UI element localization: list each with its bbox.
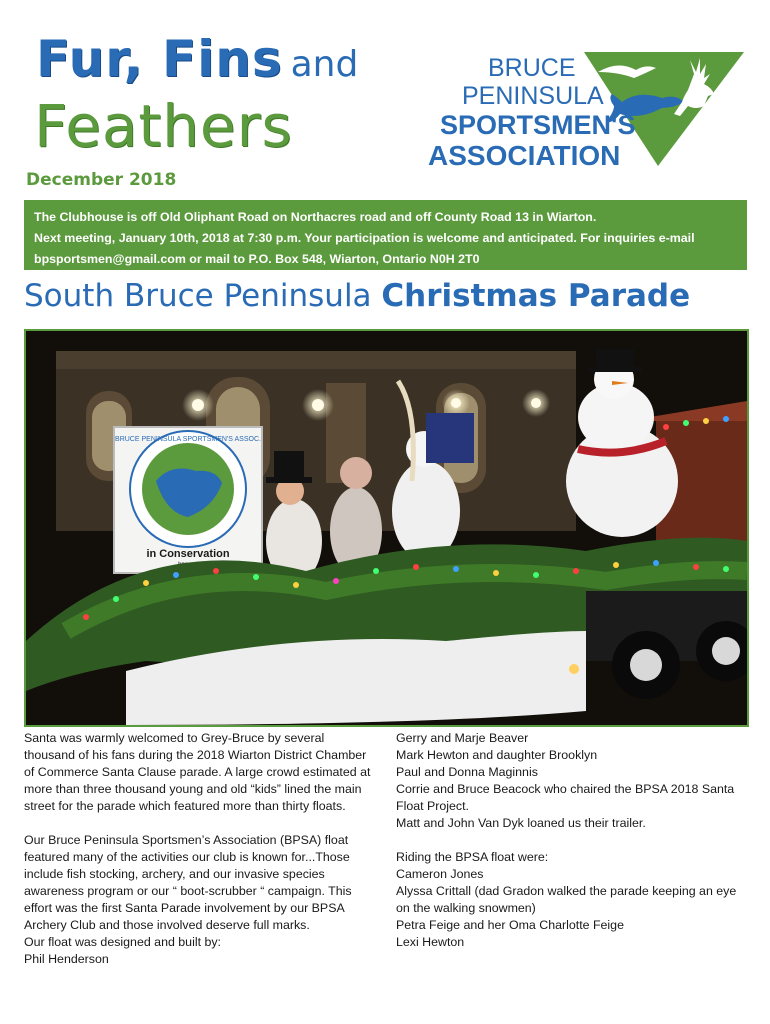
builder-name: Mark Hewton and daughter Brooklyn: [396, 748, 598, 762]
article-left-column: [24, 730, 374, 968]
article-right-column: [396, 730, 746, 951]
builder-name: Corrie and Bruce Beacock who chaired the BPSA 2018 Santa Float Project.: [396, 782, 735, 813]
logo-line-association: ASSOCIATION: [428, 140, 621, 171]
riders-heading: Riding the BPSA float were:: [396, 850, 549, 864]
info-line-meeting: Next meeting, January 10th, 2018 at 7:30 p.m. Your participation is welcome and anticipated. For inquiries e-mail: [34, 231, 695, 245]
rider-name: Lexi Hewton: [396, 935, 465, 949]
issue-date: December 2018: [26, 170, 177, 190]
article-paragraph: Santa was warmly welcomed to Grey-Bruce by several thousand of his fans during the 2018 Wiarton District Chamber of Commerce Santa Clause parade. A large crowd estimated at more than three thousand young and old “kids” lined the main street for the parade which featured more than thirty floats.: [24, 731, 371, 813]
info-line-contact: bpsportsmen@gmail.com or mail to P.O. Box 548, Wiarton, Ontario N0H 2T0: [34, 252, 480, 266]
rider-name: Cameron Jones: [396, 867, 484, 881]
article-headline: [24, 278, 690, 314]
builder-name: Phil Henderson: [24, 952, 109, 966]
logo-line-bruce: BRUCE: [488, 54, 576, 82]
builder-name: Paul and Donna Maginnis: [396, 765, 538, 779]
rider-name: Petra Feige and her Oma Charlotte Feige: [396, 918, 624, 932]
newsletter-title: [36, 30, 358, 88]
title-fur-fins: Fur, Fins: [36, 30, 283, 88]
title-and: and: [290, 44, 359, 85]
logo-line-peninsula: PENINSULA: [462, 82, 604, 110]
builder-name: Gerry and Marje Beaver: [396, 731, 529, 745]
parade-photo-illustration: [26, 331, 747, 725]
masthead: [0, 0, 770, 200]
article-paragraph: Our float was designed and built by:: [24, 935, 221, 949]
bpsa-logo: [426, 46, 746, 170]
headline-part-location: South Bruce Peninsula: [24, 278, 382, 314]
article-paragraph: Our Bruce Peninsula Sportsmen’s Association (BPSA) float featured many of the activities our club is known for...Those include fish stocking, archery, and our invasive species awareness program or our “ boot-scrubber “ campaign. This effort was the first Santa Parade involvement by our BPSA Archery Club and those involved deserve full marks.: [24, 833, 352, 932]
headline-part-event: Christmas Parade: [381, 278, 691, 314]
logo-line-sportsmens: SPORTSMEN'S: [440, 110, 636, 140]
info-line-location: The Clubhouse is off Old Oliphant Road on Northacres road and off County Road 13 in Wiarton.: [34, 210, 597, 224]
sign-text-assoc: BRUCE PENINSULA SPORTSMEN'S ASSOC.: [115, 436, 261, 443]
rider-name: Alyssa Crittall (dad Gradon walked the parade keeping an eye on the walking snowmen): [396, 884, 737, 915]
parade-float-photo: [24, 329, 749, 727]
sign-text-conservation: in Conservation: [146, 548, 230, 560]
title-feathers: Feathers: [34, 92, 293, 160]
club-info-banner: [24, 200, 747, 270]
builder-name: Matt and John Van Dyk loaned us their trailer.: [396, 816, 646, 830]
